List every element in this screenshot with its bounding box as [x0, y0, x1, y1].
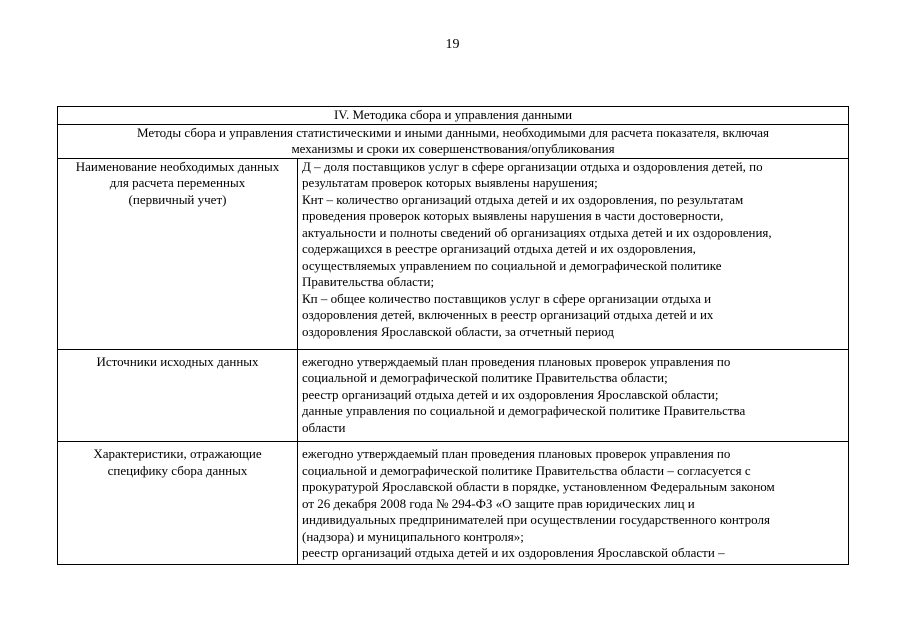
- value-line: содержащихся в реестре организаций отдыха детей и их оздоровления,: [302, 241, 696, 256]
- label-line: Источники исходных данных: [96, 353, 259, 369]
- value-line: осуществляемых управлением по социальной и демографической политике: [302, 257, 722, 273]
- value-line: реестр организаций отдыха детей и их оздоровления Ярославской области;: [302, 386, 719, 402]
- methods-header-row: [58, 124, 849, 158]
- value-line: прокуратурой Ярославской области в порядке, установленном Федеральным законом: [302, 479, 775, 494]
- methodology-table: [57, 106, 849, 565]
- row-value-variables: [298, 158, 849, 349]
- table-row-variables: [58, 158, 849, 349]
- label-line: для расчета переменных: [109, 175, 246, 190]
- row-value-characteristics: [298, 442, 849, 565]
- methods-header: [58, 124, 849, 158]
- value-line: области: [302, 419, 346, 435]
- value-line: Кнт – количество организаций отдыха детей и их оздоровления, по результатам: [302, 191, 744, 207]
- value-line: оздоровления детей, включенных в реестр организаций отдыха детей и их: [302, 307, 714, 322]
- page-number: 19: [445, 37, 460, 52]
- value-line: социальной и демографической политике Правительства области – согласуется с: [302, 462, 751, 478]
- value-line: Кп – общее количество поставщиков услуг в сфере организации отдыха и: [302, 290, 712, 306]
- value-line: проведения проверок которых выявлены нарушения в части достоверности,: [302, 208, 724, 223]
- methods-header-line: Методы сбора и управления статистическими и иными данными, необходимыми для расчета показателя, включая: [137, 124, 769, 140]
- table-row-sources: [58, 349, 849, 442]
- value-line: индивидуальных предпринимателей при осуществлении государственного контроля: [302, 512, 770, 527]
- row-label-sources: [58, 349, 298, 442]
- label-line: специфику сбора данных: [107, 462, 248, 478]
- value-line: данные управления по социальной и демографической политике Правительства: [302, 403, 746, 418]
- value-line: реестр организаций отдыха детей и их оздоровления Ярославской области –: [302, 545, 725, 560]
- value-line: ежегодно утверждаемый план проведения плановых проверок управления по: [302, 446, 731, 461]
- value-line: от 26 декабря 2008 года № 294-ФЗ «О защите прав юридических лиц и: [302, 495, 695, 511]
- row-label-variables: [58, 158, 298, 349]
- section-title: IV. Методика сбора и управления данными: [58, 107, 849, 125]
- value-line: актуальности и полноты сведений об организациях отдыха детей и их оздоровления,: [302, 224, 772, 240]
- label-line: Характеристики, отражающие: [93, 446, 262, 461]
- table-row-characteristics: [58, 442, 849, 565]
- row-value-sources: [298, 349, 849, 442]
- value-line: Д – доля поставщиков услуг в сфере организации отдыха и оздоровления детей, по: [302, 158, 763, 174]
- value-line: результатам проверок которых выявлены нарушения;: [302, 175, 598, 190]
- value-line: Правительства области;: [302, 274, 435, 289]
- value-line: ежегодно утверждаемый план проведения плановых проверок управления по: [302, 353, 731, 369]
- label-line: (первичный учет): [128, 191, 227, 207]
- value-line: (надзора) и муниципального контроля»;: [302, 528, 524, 544]
- value-line: оздоровления Ярославской области, за отчетный период: [302, 323, 615, 339]
- row-label-characteristics: [58, 442, 298, 565]
- label-line: Наименование необходимых данных: [75, 158, 280, 174]
- methods-header-line: механизмы и сроки их совершенствования/опубликования: [291, 141, 615, 156]
- section-title-row: [58, 107, 849, 125]
- value-line: социальной и демографической политике Правительства области;: [302, 370, 668, 385]
